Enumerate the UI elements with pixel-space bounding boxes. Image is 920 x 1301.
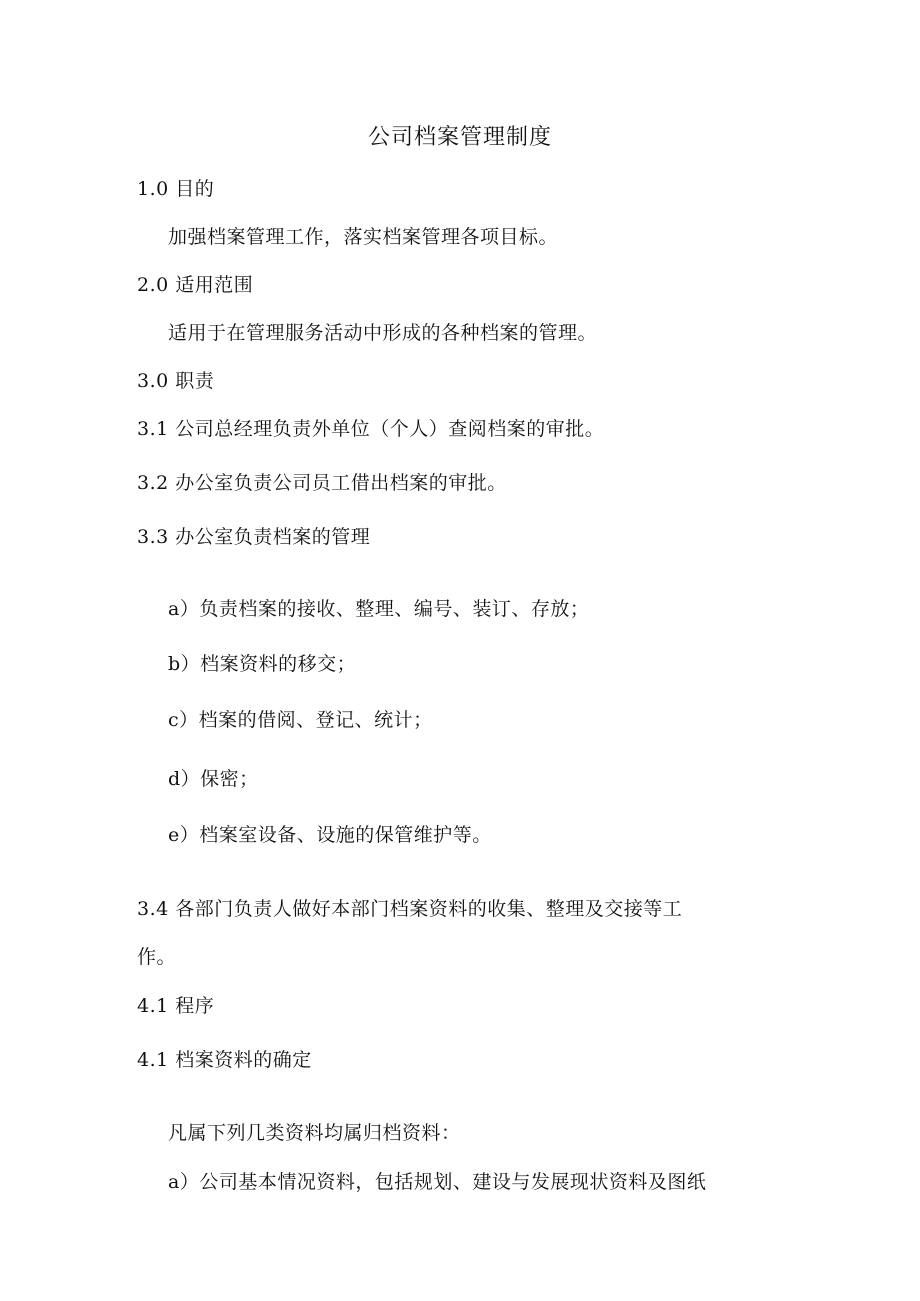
section-heading-purpose: 1.0 目的 <box>137 178 215 200</box>
paragraph-scope: 适用于在管理服务活动中形成的各种档案的管理。 <box>168 322 598 344</box>
list-item-d: d）保密； <box>168 768 259 790</box>
section-heading-procedure: 4.1 程序 <box>137 995 215 1017</box>
paragraph-purpose: 加强档案管理工作，落实档案管理各项目标。 <box>168 226 559 248</box>
clause-3-4: 3.4 各部门负责人做好本部门档案资料的收集、整理及交接等工 <box>137 898 683 920</box>
list-item-a: a）负责档案的接收、整理、编号、装订、存放； <box>168 598 590 620</box>
clause-3-4-continued: 作。 <box>137 946 177 968</box>
section-heading-scope: 2.0 适用范围 <box>137 274 254 296</box>
list-item-b: b）档案资料的移交； <box>168 653 357 675</box>
list-item-e: e）档案室设备、设施的保管维护等。 <box>168 824 492 846</box>
section-heading-duties: 3.0 职责 <box>137 370 215 392</box>
clause-3-2: 3.2 办公室负责公司员工借出档案的审批。 <box>137 472 507 494</box>
document-title: 公司档案管理制度 <box>367 125 552 150</box>
clause-3-1: 3.1 公司总经理负责外单位（个人）查阅档案的审批。 <box>137 418 605 440</box>
clause-3-3: 3.3 办公室负责档案的管理 <box>137 526 371 548</box>
list-item-archive-a: a）公司基本情况资料，包括规划、建设与发展现状资料及图纸 <box>168 1171 707 1193</box>
paragraph-archive-intro: 凡属下列几类资料均属归档资料： <box>168 1122 461 1144</box>
clause-4-1: 4.1 档案资料的确定 <box>137 1049 312 1071</box>
list-item-c: c）档案的借阅、登记、统计； <box>168 709 433 731</box>
